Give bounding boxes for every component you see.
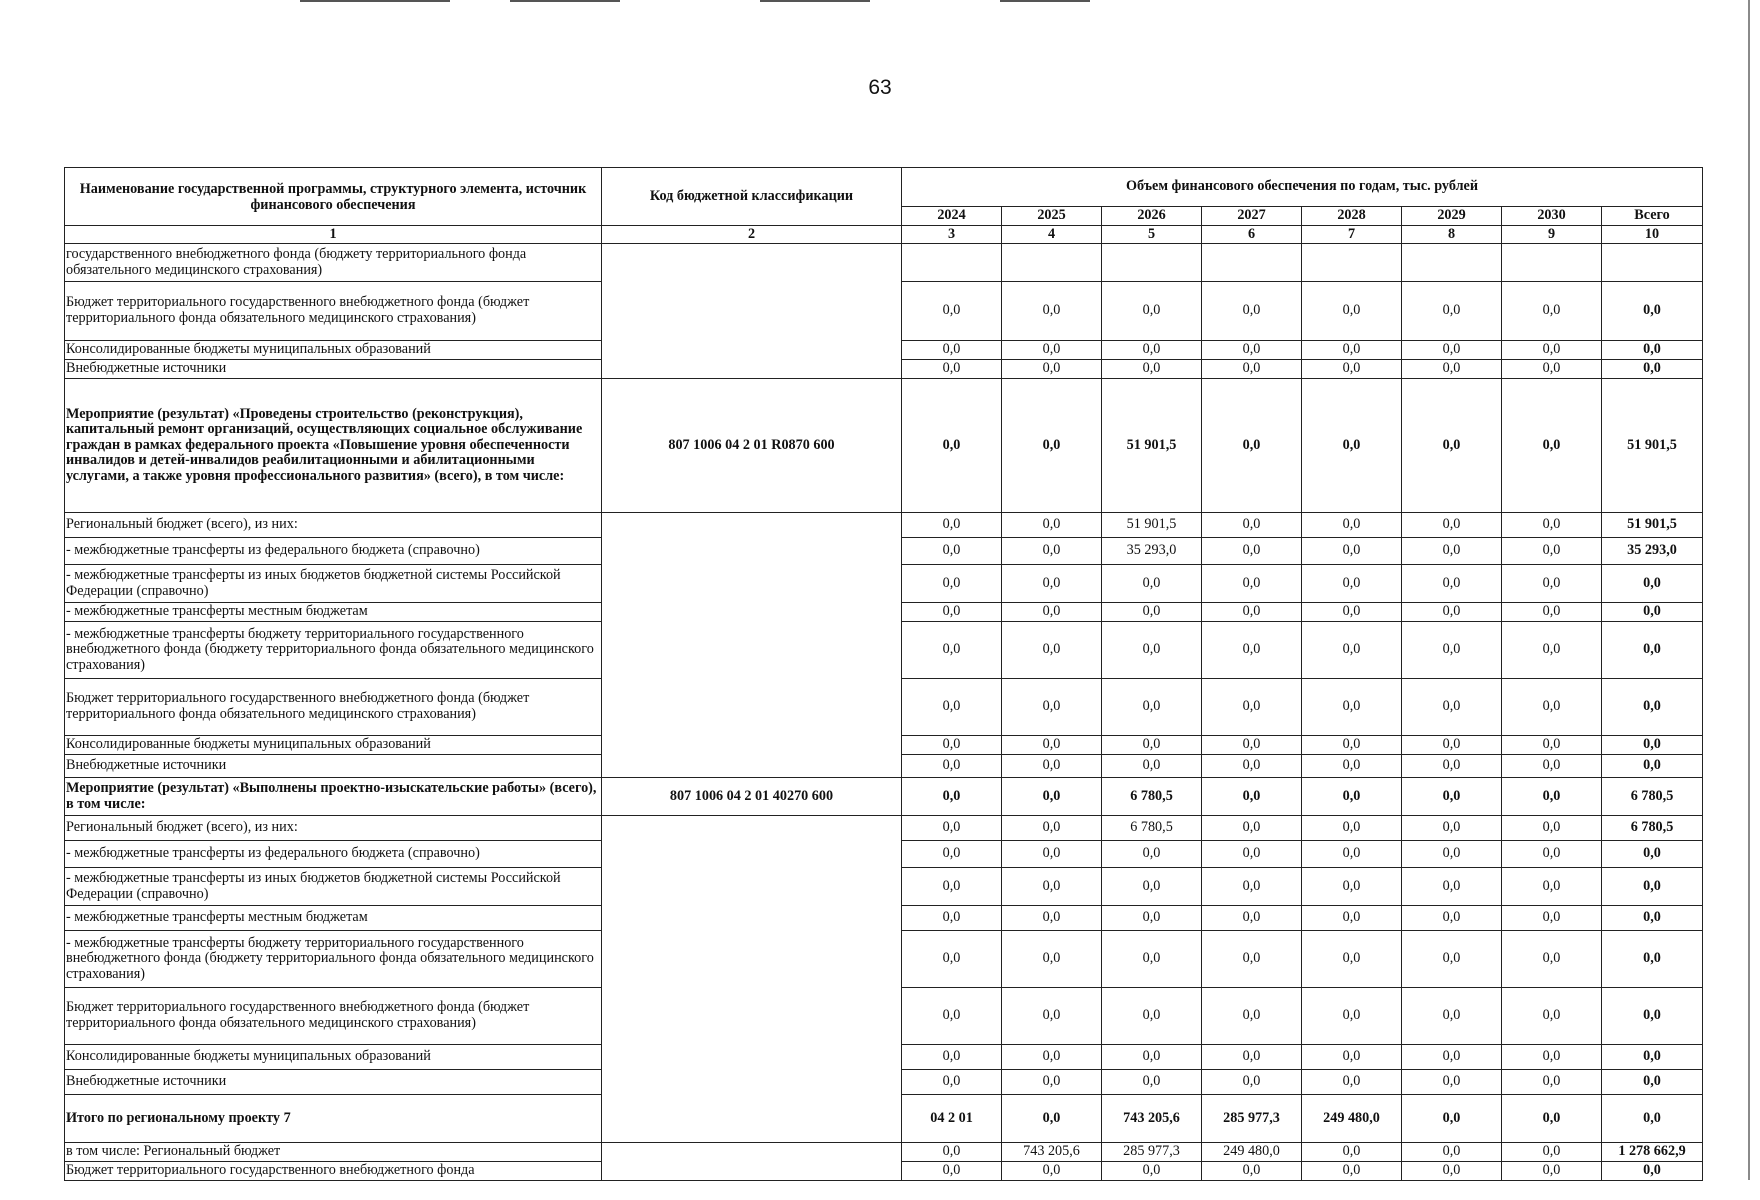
row-value: 0,0 bbox=[1402, 622, 1502, 679]
row-total: 0,0 bbox=[1602, 622, 1703, 679]
row-name: Бюджет территориального государственного внебюджетного фонда bbox=[65, 1161, 602, 1180]
row-code: 807 1006 04 2 01 R0870 600 bbox=[602, 379, 902, 513]
row-name: государственного внебюджетного фонда (бюджету территориального фонда обязательного медицинского страхования) bbox=[65, 244, 602, 282]
row-value: 0,0 bbox=[1402, 679, 1502, 736]
row-value: 0,0 bbox=[1002, 1045, 1102, 1070]
row-value: 0,0 bbox=[1502, 1142, 1602, 1161]
row-name: Мероприятие (результат) «Выполнены проектно-изыскательские работы» (всего), в том числе: bbox=[65, 778, 602, 816]
row-value: 6 780,5 bbox=[1102, 816, 1202, 841]
row-total: 0,0 bbox=[1602, 841, 1703, 868]
row-value: 0,0 bbox=[1502, 622, 1602, 679]
row-name: Региональный бюджет (всего), из них: bbox=[65, 513, 602, 538]
row-value: 0,0 bbox=[1502, 868, 1602, 906]
row-value: 0,0 bbox=[902, 282, 1002, 341]
row-value: 0,0 bbox=[1202, 1161, 1302, 1180]
row-value: 0,0 bbox=[1502, 565, 1602, 603]
row-value: 0,0 bbox=[902, 379, 1002, 513]
row-value: 0,0 bbox=[902, 565, 1002, 603]
row-value: 0,0 bbox=[1402, 816, 1502, 841]
row-value: 0,0 bbox=[1102, 565, 1202, 603]
row-value: 0,0 bbox=[1502, 679, 1602, 736]
row-total: 0,0 bbox=[1602, 1045, 1703, 1070]
row-value: 0,0 bbox=[902, 1070, 1002, 1095]
row-value: 0,0 bbox=[1502, 1095, 1602, 1143]
row-value: 0,0 bbox=[1302, 379, 1402, 513]
row-value: 0,0 bbox=[1202, 360, 1302, 379]
header-year: 2027 bbox=[1202, 207, 1302, 226]
row-total: 0,0 bbox=[1602, 906, 1703, 931]
row-value: 0,0 bbox=[1302, 360, 1402, 379]
row-value: 0,0 bbox=[902, 778, 1002, 816]
row-value: 0,0 bbox=[1302, 988, 1402, 1045]
row-name: Бюджет территориального государственного внебюджетного фонда (бюджет территориального фонда обязательного медицинского страхования) bbox=[65, 282, 602, 341]
row-value: 6 780,5 bbox=[1102, 778, 1202, 816]
row-value: 0,0 bbox=[1002, 736, 1102, 755]
row-value: 0,0 bbox=[1202, 622, 1302, 679]
row-value: 0,0 bbox=[1302, 538, 1402, 565]
row-total: 0,0 bbox=[1602, 868, 1703, 906]
row-total: 0,0 bbox=[1602, 565, 1703, 603]
row-value: 0,0 bbox=[1402, 513, 1502, 538]
row-name: - межбюджетные трансферты из иных бюджетов бюджетной системы Российской Федерации (справочно) bbox=[65, 868, 602, 906]
row-value: 0,0 bbox=[1002, 603, 1102, 622]
row-value: 0,0 bbox=[1202, 841, 1302, 868]
row-value: 0,0 bbox=[1502, 1070, 1602, 1095]
row-value: 0,0 bbox=[1402, 755, 1502, 778]
row-value: 0,0 bbox=[1002, 538, 1102, 565]
row-value bbox=[1402, 244, 1502, 282]
row-value: 0,0 bbox=[902, 755, 1002, 778]
row-value: 0,0 bbox=[1402, 603, 1502, 622]
row-value: 0,0 bbox=[1202, 513, 1302, 538]
row-value: 0,0 bbox=[1502, 603, 1602, 622]
row-value: 285 977,3 bbox=[1102, 1142, 1202, 1161]
row-value: 249 480,0 bbox=[1302, 1095, 1402, 1143]
row-value: 0,0 bbox=[1502, 906, 1602, 931]
header-year-total: Всего bbox=[1602, 207, 1703, 226]
row-value: 0,0 bbox=[902, 622, 1002, 679]
row-value: 51 901,5 bbox=[1102, 513, 1202, 538]
row-value: 0,0 bbox=[902, 1142, 1002, 1161]
row-value: 0,0 bbox=[1302, 906, 1402, 931]
table-row bbox=[65, 379, 1703, 513]
row-value: 0,0 bbox=[1102, 282, 1202, 341]
column-number: 4 bbox=[1002, 226, 1102, 244]
row-value: 0,0 bbox=[1302, 1142, 1402, 1161]
row-value: 0,0 bbox=[1102, 736, 1202, 755]
row-value: 0,0 bbox=[1502, 341, 1602, 360]
row-value: 0,0 bbox=[1602, 1095, 1703, 1143]
row-value: 0,0 bbox=[1202, 755, 1302, 778]
row-value: 0,0 bbox=[1402, 988, 1502, 1045]
row-value: 0,0 bbox=[1402, 1070, 1502, 1095]
row-total: 1 278 662,9 bbox=[1602, 1142, 1703, 1161]
row-value: 0,0 bbox=[1302, 282, 1402, 341]
row-name: Консолидированные бюджеты муниципальных образований bbox=[65, 341, 602, 360]
row-value: 0,0 bbox=[1502, 755, 1602, 778]
row-value: 0,0 bbox=[1002, 1070, 1102, 1095]
row-value: 0,0 bbox=[1202, 931, 1302, 988]
budget-table bbox=[64, 167, 1703, 1181]
row-value bbox=[1202, 244, 1302, 282]
table-header-row bbox=[65, 168, 1703, 207]
row-value: 0,0 bbox=[1402, 379, 1502, 513]
row-value: 0,0 bbox=[1402, 1142, 1502, 1161]
row-value: 0,0 bbox=[1502, 778, 1602, 816]
row-value: 0,0 bbox=[1402, 565, 1502, 603]
row-value: 0,0 bbox=[1402, 906, 1502, 931]
row-value: 0,0 bbox=[1002, 282, 1102, 341]
row-value: 0,0 bbox=[1002, 988, 1102, 1045]
row-value: 0,0 bbox=[1002, 622, 1102, 679]
table-row bbox=[65, 778, 1703, 816]
row-value: 0,0 bbox=[1002, 868, 1102, 906]
row-code bbox=[602, 513, 902, 778]
row-value: 0,0 bbox=[1302, 736, 1402, 755]
row-value: 0,0 bbox=[902, 603, 1002, 622]
row-total: 6 780,5 bbox=[1602, 816, 1703, 841]
row-total bbox=[1602, 244, 1703, 282]
row-value bbox=[1502, 244, 1602, 282]
header-year: 2026 bbox=[1102, 207, 1202, 226]
row-value: 0,0 bbox=[1002, 906, 1102, 931]
row-name: - межбюджетные трансферты местным бюджетам bbox=[65, 906, 602, 931]
row-value: 0,0 bbox=[1102, 360, 1202, 379]
row-value: 0,0 bbox=[1502, 841, 1602, 868]
row-name: - межбюджетные трансферты бюджету территориального государственного внебюджетного фонда (бюджету территориального фонда обязательного медицинского страхования) bbox=[65, 931, 602, 988]
row-name: Итого по региональному проекту 7 bbox=[65, 1095, 602, 1143]
header-year: 2029 bbox=[1402, 207, 1502, 226]
column-number: 3 bbox=[902, 226, 1002, 244]
row-value: 0,0 bbox=[902, 341, 1002, 360]
row-value: 0,0 bbox=[1102, 679, 1202, 736]
row-value: 0,0 bbox=[1402, 1095, 1502, 1143]
page-number: 63 bbox=[868, 76, 892, 99]
row-name: Консолидированные бюджеты муниципальных образований bbox=[65, 736, 602, 755]
header-year: 2030 bbox=[1502, 207, 1602, 226]
table-row bbox=[65, 1142, 1703, 1161]
row-value: 0,0 bbox=[1102, 755, 1202, 778]
row-total: 0,0 bbox=[1602, 1070, 1703, 1095]
table-row bbox=[65, 816, 1703, 841]
row-value: 0,0 bbox=[1302, 816, 1402, 841]
row-name: - межбюджетные трансферты из федерального бюджета (справочно) bbox=[65, 841, 602, 868]
row-value bbox=[1302, 244, 1402, 282]
row-name: - межбюджетные трансферты из иных бюджетов бюджетной системы Российской Федерации (справочно) bbox=[65, 565, 602, 603]
row-value: 0,0 bbox=[1002, 513, 1102, 538]
row-value: 0,0 bbox=[1502, 513, 1602, 538]
row-value: 0,0 bbox=[1102, 841, 1202, 868]
row-total: 0,0 bbox=[1602, 988, 1703, 1045]
row-value: 0,0 bbox=[1202, 282, 1302, 341]
row-value: 0,0 bbox=[1302, 513, 1402, 538]
row-value: 0,0 bbox=[1202, 736, 1302, 755]
row-value: 0,0 bbox=[1102, 1045, 1202, 1070]
row-value: 0,0 bbox=[1202, 379, 1302, 513]
row-value: 0,0 bbox=[1202, 603, 1302, 622]
header-year: 2025 bbox=[1002, 207, 1102, 226]
row-value: 0,0 bbox=[1302, 622, 1402, 679]
row-value: 0,0 bbox=[1302, 1070, 1402, 1095]
row-value: 0,0 bbox=[1102, 1070, 1202, 1095]
column-numbers-row bbox=[65, 226, 1703, 244]
row-value: 0,0 bbox=[902, 841, 1002, 868]
row-value: 0,0 bbox=[902, 1161, 1002, 1180]
row-total: 0,0 bbox=[1602, 603, 1703, 622]
row-value: 0,0 bbox=[1102, 1161, 1202, 1180]
row-value: 0,0 bbox=[1502, 379, 1602, 513]
scan-edge-right bbox=[1748, 0, 1750, 1180]
row-value: 0,0 bbox=[902, 679, 1002, 736]
row-name: в том числе: Региональный бюджет bbox=[65, 1142, 602, 1161]
row-value: 0,0 bbox=[1302, 1045, 1402, 1070]
row-value: 0,0 bbox=[1502, 1161, 1602, 1180]
row-value: 0,0 bbox=[1302, 778, 1402, 816]
row-value: 0,0 bbox=[902, 513, 1002, 538]
row-value: 0,0 bbox=[1502, 538, 1602, 565]
column-number: 10 bbox=[1602, 226, 1703, 244]
row-value: 0,0 bbox=[1402, 778, 1502, 816]
row-value: 0,0 bbox=[902, 736, 1002, 755]
row-name: Бюджет территориального государственного внебюджетного фонда (бюджет территориального фонда обязательного медицинского страхования) bbox=[65, 679, 602, 736]
row-value: 0,0 bbox=[1202, 778, 1302, 816]
row-value: 743 205,6 bbox=[1102, 1095, 1202, 1143]
row-total: 51 901,5 bbox=[1602, 379, 1703, 513]
row-value: 0,0 bbox=[1002, 565, 1102, 603]
row-value: 0,0 bbox=[1002, 841, 1102, 868]
row-name: Мероприятие (результат) «Проведены строительство (реконструкция), капитальный ремонт организаций, осуществляющих социальное обслуживание граждан в рамках федерального проекта «Повышение уровня обеспеченности инвалидов и детей-инвалидов реабилитационными и абилитационными услугами, а также уровня профессионального развития» (всего), в том числе: bbox=[65, 379, 602, 513]
row-value: 0,0 bbox=[1102, 931, 1202, 988]
row-value: 0,0 bbox=[1302, 755, 1402, 778]
row-value: 0,0 bbox=[1302, 931, 1402, 988]
row-value: 0,0 bbox=[1402, 736, 1502, 755]
row-value: 0,0 bbox=[1502, 1045, 1602, 1070]
row-total: 0,0 bbox=[1602, 736, 1703, 755]
row-value: 0,0 bbox=[1502, 736, 1602, 755]
row-value: 0,0 bbox=[1202, 1070, 1302, 1095]
row-value: 0,0 bbox=[1002, 341, 1102, 360]
row-value: 0,0 bbox=[1102, 868, 1202, 906]
row-value: 0,0 bbox=[902, 1045, 1002, 1070]
row-value: 0,0 bbox=[1502, 360, 1602, 379]
row-name: Внебюджетные источники bbox=[65, 360, 602, 379]
row-value: 0,0 bbox=[1102, 988, 1202, 1045]
row-total: 0,0 bbox=[1602, 931, 1703, 988]
row-value: 0,0 bbox=[1202, 988, 1302, 1045]
column-number: 8 bbox=[1402, 226, 1502, 244]
row-value: 0,0 bbox=[1002, 360, 1102, 379]
row-value: 0,0 bbox=[1402, 931, 1502, 988]
row-value: 0,0 bbox=[1202, 906, 1302, 931]
row-value: 0,0 bbox=[1002, 816, 1102, 841]
column-number: 6 bbox=[1202, 226, 1302, 244]
row-value: 0,0 bbox=[902, 906, 1002, 931]
row-value: 0,0 bbox=[902, 868, 1002, 906]
row-value: 0,0 bbox=[1302, 603, 1402, 622]
row-name: Внебюджетные источники bbox=[65, 755, 602, 778]
row-total: 51 901,5 bbox=[1602, 513, 1703, 538]
row-value: 0,0 bbox=[1002, 931, 1102, 988]
row-value: 0,0 bbox=[1402, 1045, 1502, 1070]
row-name: - межбюджетные трансферты из федерального бюджета (справочно) bbox=[65, 538, 602, 565]
row-value: 0,0 bbox=[1402, 841, 1502, 868]
row-value: 0,0 bbox=[1202, 816, 1302, 841]
row-value: 0,0 bbox=[1302, 565, 1402, 603]
row-value: 0,0 bbox=[1502, 282, 1602, 341]
row-name: - межбюджетные трансферты бюджету территориального государственного внебюджетного фонда (бюджету территориального фонда обязательного медицинского страхования) bbox=[65, 622, 602, 679]
row-value: 0,0 bbox=[1102, 622, 1202, 679]
row-value: 0,0 bbox=[1002, 679, 1102, 736]
row-value: 0,0 bbox=[1302, 341, 1402, 360]
row-code bbox=[602, 244, 902, 379]
header-year: 2024 bbox=[902, 207, 1002, 226]
header-year: 2028 bbox=[1302, 207, 1402, 226]
row-value: 0,0 bbox=[1202, 679, 1302, 736]
row-value: 0,0 bbox=[1502, 816, 1602, 841]
row-value: 0,0 bbox=[1202, 565, 1302, 603]
table-row bbox=[65, 244, 1703, 282]
column-number: 7 bbox=[1302, 226, 1402, 244]
row-name: - межбюджетные трансферты местным бюджетам bbox=[65, 603, 602, 622]
row-value: 0,0 bbox=[902, 538, 1002, 565]
row-value: 0,0 bbox=[1302, 868, 1402, 906]
row-value: 51 901,5 bbox=[1102, 379, 1202, 513]
row-value: 0,0 bbox=[1002, 755, 1102, 778]
row-value: 0,0 bbox=[1402, 1161, 1502, 1180]
row-name: Консолидированные бюджеты муниципальных образований bbox=[65, 1045, 602, 1070]
row-value: 0,0 bbox=[1402, 341, 1502, 360]
row-value: 0,0 bbox=[1002, 1095, 1102, 1143]
row-value: 0,0 bbox=[1402, 282, 1502, 341]
table-row bbox=[65, 513, 1703, 538]
row-value: 0,0 bbox=[1302, 679, 1402, 736]
column-number: 2 bbox=[602, 226, 902, 244]
row-value: 0,0 bbox=[902, 816, 1002, 841]
row-value: 743 205,6 bbox=[1002, 1142, 1102, 1161]
row-value: 0,0 bbox=[1102, 603, 1202, 622]
row-value: 0,0 bbox=[902, 988, 1002, 1045]
row-code: 807 1006 04 2 01 40270 600 bbox=[602, 778, 902, 816]
row-code bbox=[602, 1142, 902, 1180]
row-value: 0,0 bbox=[902, 360, 1002, 379]
row-value bbox=[1102, 244, 1202, 282]
row-name: Бюджет территориального государственного внебюджетного фонда (бюджет территориального фонда обязательного медицинского страхования) bbox=[65, 988, 602, 1045]
header-code: Код бюджетной классификации bbox=[602, 168, 902, 226]
row-total: 0,0 bbox=[1602, 341, 1703, 360]
row-value: 0,0 bbox=[1002, 778, 1102, 816]
row-value: 0,0 bbox=[1102, 906, 1202, 931]
row-value: 285 977,3 bbox=[1202, 1095, 1302, 1143]
column-number: 9 bbox=[1502, 226, 1602, 244]
row-value: 0,0 bbox=[1502, 988, 1602, 1045]
row-value: 0,0 bbox=[1102, 341, 1202, 360]
row-value: 0,0 bbox=[1002, 379, 1102, 513]
column-number: 1 bbox=[65, 226, 602, 244]
row-value: 0,0 bbox=[1202, 538, 1302, 565]
row-name: Внебюджетные источники bbox=[65, 1070, 602, 1095]
row-total: 35 293,0 bbox=[1602, 538, 1703, 565]
row-value bbox=[902, 244, 1002, 282]
column-number: 5 bbox=[1102, 226, 1202, 244]
row-value: 249 480,0 bbox=[1202, 1142, 1302, 1161]
row-value bbox=[1002, 244, 1102, 282]
row-value: 0,0 bbox=[1202, 1045, 1302, 1070]
row-value: 35 293,0 bbox=[1102, 538, 1202, 565]
row-value: 0,0 bbox=[902, 931, 1002, 988]
row-value: 0,0 bbox=[1402, 868, 1502, 906]
row-value: 0,0 bbox=[1202, 341, 1302, 360]
row-total: 0,0 bbox=[1602, 282, 1703, 341]
header-name: Наименование государственной программы, структурного элемента, источник финансового обеспечения bbox=[65, 168, 602, 226]
row-value: 0,0 bbox=[1302, 841, 1402, 868]
row-value: 0,0 bbox=[1002, 1161, 1102, 1180]
row-code: 04 2 01 bbox=[902, 1095, 1002, 1143]
row-total: 0,0 bbox=[1602, 1161, 1703, 1180]
row-total: 6 780,5 bbox=[1602, 778, 1703, 816]
row-value: 0,0 bbox=[1402, 360, 1502, 379]
row-total: 0,0 bbox=[1602, 755, 1703, 778]
row-total: 0,0 bbox=[1602, 679, 1703, 736]
row-code bbox=[602, 816, 902, 1143]
row-name: Региональный бюджет (всего), из них: bbox=[65, 816, 602, 841]
row-value: 0,0 bbox=[1402, 538, 1502, 565]
header-volume: Объем финансового обеспечения по годам, тыс. рублей bbox=[902, 168, 1703, 207]
scan-edge-top bbox=[0, 0, 1760, 3]
row-total: 0,0 bbox=[1602, 360, 1703, 379]
row-value: 0,0 bbox=[1302, 1161, 1402, 1180]
row-value: 0,0 bbox=[1502, 931, 1602, 988]
row-value: 0,0 bbox=[1202, 868, 1302, 906]
